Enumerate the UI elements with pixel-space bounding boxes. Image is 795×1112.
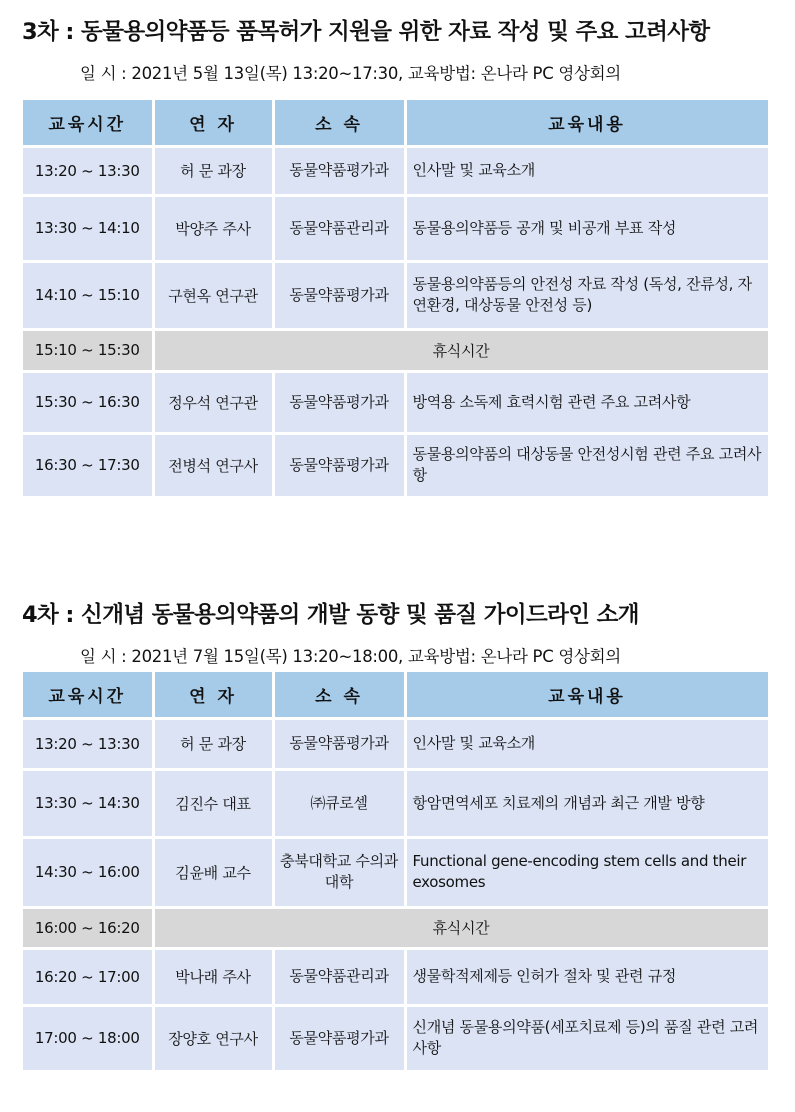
break-label: 휴식시간 bbox=[153, 329, 769, 371]
row-affiliation: 동물약품평가과 bbox=[273, 261, 405, 329]
header-speaker: 연 자 bbox=[153, 100, 273, 146]
row-time: 16:20 ~ 17:00 bbox=[23, 948, 153, 1005]
row-content: Functional gene-encoding stem cells and their exosomes bbox=[405, 837, 769, 907]
row-affiliation: 동물약품평가과 bbox=[273, 1005, 405, 1071]
row-affiliation: 동물약품평가과 bbox=[273, 371, 405, 433]
row-time: 15:10 ~ 15:30 bbox=[23, 329, 153, 371]
table-row bbox=[23, 769, 769, 837]
row-speaker: 구현옥 연구관 bbox=[153, 261, 273, 329]
header-content: 교육내용 bbox=[405, 672, 769, 718]
row-speaker: 허 문 과장 bbox=[153, 146, 273, 195]
row-time: 14:30 ~ 16:00 bbox=[23, 837, 153, 907]
row-speaker: 허 문 과장 bbox=[153, 718, 273, 769]
break-row bbox=[23, 329, 769, 371]
table-row bbox=[23, 1005, 769, 1071]
row-content: 항암면역세포 치료제의 개념과 최근 개발 방향 bbox=[405, 769, 769, 837]
row-speaker: 정우석 연구관 bbox=[153, 371, 273, 433]
table-header-row bbox=[23, 672, 769, 718]
break-label: 휴식시간 bbox=[153, 907, 769, 948]
row-affiliation: 동물약품평가과 bbox=[273, 718, 405, 769]
row-affiliation: ㈜큐로셀 bbox=[273, 769, 405, 837]
row-content: 동물용의약품등의 안전성 자료 작성 (독성, 잔류성, 자연환경, 대상동물 안전성 등) bbox=[405, 261, 769, 329]
row-time: 16:30 ~ 17:30 bbox=[23, 433, 153, 497]
header-speaker: 연 자 bbox=[153, 672, 273, 718]
session-title: 3차 : 동물용의약품등 품목허가 지원을 위한 자료 작성 및 주요 고려사항 bbox=[22, 19, 710, 45]
row-content: 동물용의약품등 공개 및 비공개 부표 작성 bbox=[405, 195, 769, 261]
row-content: 방역용 소독제 효력시험 관련 주요 고려사항 bbox=[405, 371, 769, 433]
table-row bbox=[23, 371, 769, 433]
table-row bbox=[23, 261, 769, 329]
header-affiliation: 소 속 bbox=[273, 672, 405, 718]
row-content: 인사말 및 교육소개 bbox=[405, 718, 769, 769]
row-speaker: 김진수 대표 bbox=[153, 769, 273, 837]
schedule-table bbox=[23, 672, 771, 1073]
table-row bbox=[23, 146, 769, 195]
session-title: 4차 : 신개념 동물용의약품의 개발 동향 및 품질 가이드라인 소개 bbox=[22, 602, 639, 628]
table-row bbox=[23, 948, 769, 1005]
row-time: 17:00 ~ 18:00 bbox=[23, 1005, 153, 1071]
row-time: 13:30 ~ 14:10 bbox=[23, 195, 153, 261]
row-time: 15:30 ~ 16:30 bbox=[23, 371, 153, 433]
header-time: 교육시간 bbox=[23, 100, 153, 146]
row-speaker: 전병석 연구사 bbox=[153, 433, 273, 497]
row-affiliation: 동물약품평가과 bbox=[273, 146, 405, 195]
row-affiliation: 동물약품관리과 bbox=[273, 195, 405, 261]
row-affiliation: 충북대학교 수의과대학 bbox=[273, 837, 405, 907]
row-affiliation: 동물약품평가과 bbox=[273, 433, 405, 497]
table-header-row bbox=[23, 100, 769, 146]
row-time: 13:30 ~ 14:30 bbox=[23, 769, 153, 837]
row-time: 13:20 ~ 13:30 bbox=[23, 718, 153, 769]
row-affiliation: 동물약품관리과 bbox=[273, 948, 405, 1005]
row-content: 신개념 동물용의약품(세포치료제 등)의 품질 관련 고려사항 bbox=[405, 1005, 769, 1071]
header-affiliation: 소 속 bbox=[273, 100, 405, 146]
row-speaker: 장양호 연구사 bbox=[153, 1005, 273, 1071]
table-row bbox=[23, 837, 769, 907]
row-time: 16:00 ~ 16:20 bbox=[23, 907, 153, 948]
break-row bbox=[23, 907, 769, 948]
row-speaker: 김윤배 교수 bbox=[153, 837, 273, 907]
schedule-table bbox=[23, 100, 771, 499]
header-time: 교육시간 bbox=[23, 672, 153, 718]
session-date-line: 일 시 : 2021년 7월 15일(목) 13:20~18:00, 교육방법: 온나라 PC 영상회의 bbox=[80, 647, 621, 666]
row-content: 생물학적제제등 인허가 절차 및 관련 규정 bbox=[405, 948, 769, 1005]
row-content: 동물용의약품의 대상동물 안전성시험 관련 주요 고려사항 bbox=[405, 433, 769, 497]
row-speaker: 박나래 주사 bbox=[153, 948, 273, 1005]
row-speaker: 박양주 주사 bbox=[153, 195, 273, 261]
row-content: 인사말 및 교육소개 bbox=[405, 146, 769, 195]
table-row bbox=[23, 718, 769, 769]
table-row bbox=[23, 433, 769, 497]
row-time: 13:20 ~ 13:30 bbox=[23, 146, 153, 195]
table-row bbox=[23, 195, 769, 261]
header-content: 교육내용 bbox=[405, 100, 769, 146]
row-time: 14:10 ~ 15:10 bbox=[23, 261, 153, 329]
session-date-line: 일 시 : 2021년 5월 13일(목) 13:20~17:30, 교육방법: 온나라 PC 영상회의 bbox=[80, 64, 621, 83]
